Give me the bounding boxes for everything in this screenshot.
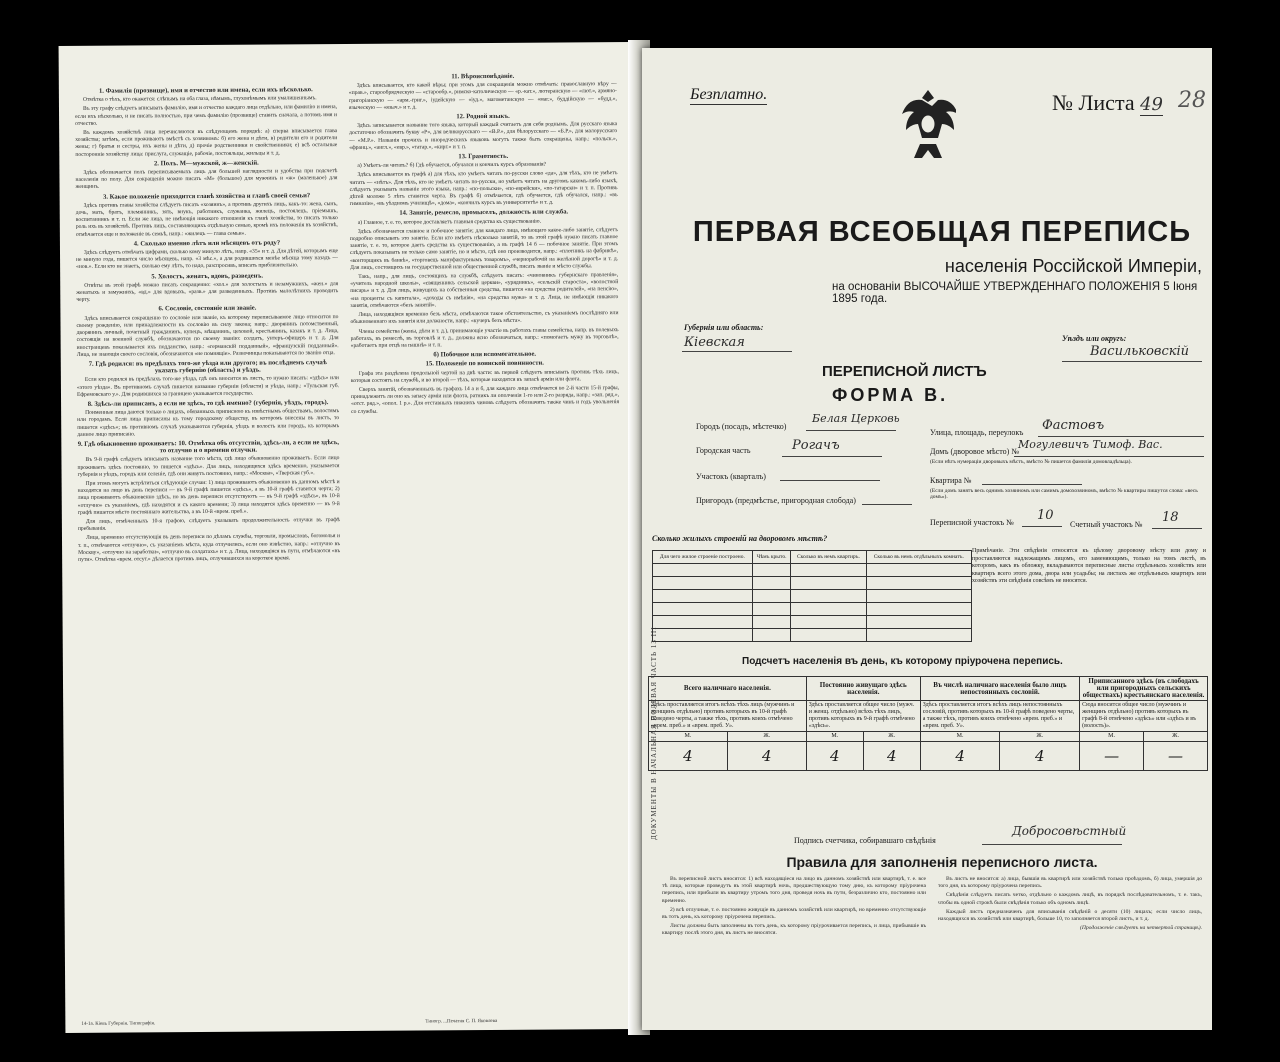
rules-paragraph: Въ листъ не вносятся: а) лица, бывшія въ квартирѣ или хозяйствѣ только проѣздомъ, б) лица, умершія до того дня, къ которому пріурочена перепись.	[938, 876, 1202, 890]
buildings-row	[653, 616, 972, 629]
male-label: М.	[649, 732, 728, 742]
instruction-heading: 12. Родной языкъ.	[456, 112, 510, 121]
street-label: Улица, площадь, переулокъ	[930, 428, 1024, 437]
suburb-label: Пригородъ (предмѣстье, пригородная слобода)	[696, 496, 856, 505]
rules-paragraph: 2) всѣ отлучные, т. е. постоянно живущіе въ данномъ хозяйствѣ или квартирѣ, но временно отсутствующіе въ тотъ день, къ которому пріурочена перепись.	[662, 906, 926, 921]
instruction-paragraph: Лица, временно отсутствующія въ день переписи по дѣламъ службы, торговли, промысловъ, богомолья и т. п., отмѣчаются «отлучно», съ указаніемъ мѣста, куда отлучились, если оно извѣстно, напр.: «отлучно въ Москву», «отлучно на заработки», «отлучно въ солдатахъ» и т. д. Лица, находящіяся въ пути, отмѣчаются «въ пути». Отмѣтка «врем. отсут.» дѣлается противъ лицъ, отлучившихся на короткое время.	[78, 533, 341, 563]
house-note: (Если нѣтъ нумераціи дворовыхъ мѣстъ, вмѣсто № пишется фамилія домовладѣльца).	[930, 459, 1132, 465]
instruction-paragraph: Если кто родился въ предѣлахъ того-же уѣзда, гдѣ онъ вносится въ листъ, то нужно писать: «здѣсь» или «этого уѣзда». Въ противномъ случаѣ пишется название губерніи (области) и уѣзда, напр.: «Тульская губ. Ефремовскаго у.». Для родившихся за границею указывается государство.	[76, 375, 339, 398]
rules-paragraph: Свѣдѣнія слѣдуетъ писать четко, отдѣльно о каждомъ лицѣ, въ порядкѣ послѣдовательномъ, т. е. такъ, чтобы въ одной строкѣ были свѣдѣнія только объ одномъ лицѣ.	[938, 892, 1202, 906]
pop-header-peasant: Приписанного здѣсь (въ слободахъ или пригородныхъ сельскихъ обществахъ) крестьянскаго населенія.	[1080, 677, 1208, 701]
rules-paragraph: (Продолженіе слѣдуетъ на четвертой страницѣ).	[1079, 925, 1202, 932]
counter-district-line	[1152, 528, 1202, 529]
instruction-paragraph: Здѣсь слѣдуетъ отмѣчать цифрами, сколько кому минуло лѣтъ, напр. «35» и т. д. Для дѣтей, которымъ еще не минуло года, пишется число мѣсяцевъ, напр. «3 мѣс.», а для родившихся менѣе мѣсяца тому назадъ — «нов.». Если кто не знаетъ, сколько ему лѣтъ, то надо, разспросивъ, вписать приблизительно.	[76, 248, 339, 271]
instruction-paragraph: Здѣсь вписывается въ графѣ а) для тѣхъ, кто умѣетъ читать по-русски слово «да», для тѣхъ, кто не умѣетъ читать — «нѣтъ». Для тѣхъ, кто не умѣетъ читать по-русски, но умѣетъ читать на другомъ какомъ-либо языкѣ, слѣдуетъ указывать названіе этого языка, напр.: «по-польски», «по-еврейски», «по-татарски» и т. п. Противъ дѣтей моложе 5 лѣтъ ставится черта. Въ графѣ б) отмѣчается, гдѣ обучается, гдѣ обучался, напр.: «въ гимназіи», «въ уѣздномъ училищѣ», «дома», «кончилъ курсъ въ университетѣ» и т. д.	[349, 170, 618, 208]
rules-text	[662, 876, 1202, 1026]
instruction-paragraph: Въ каждомъ хозяйствѣ лица перечисляются въ слѣдующемъ порядкѣ: а) сперва вписывается глава хозяйства; затѣмъ, если проживаютъ вмѣстѣ съ хозяиномъ: б) его жена и дѣти, в) родители его и родители жены; г) братья и сестры, ихъ жены и дѣти, д) прочіе родственники и свойственники; е) всѣ остальные посторонніе хозяйству лица: прислуга, служащіе, рабочіе, постояльцы, жильцы и т. д.	[75, 128, 338, 158]
buildings-row	[653, 564, 972, 577]
pop-header-nonpermanent: Въ числѣ наличнаго населенія было лицъ непостоянныхъ сословій.	[920, 677, 1079, 701]
suburb-line	[862, 504, 912, 505]
signature-value: Добросовѣстный	[1012, 824, 1127, 838]
female-label: Ж.	[1000, 732, 1080, 742]
pop-value-peasant-f: —	[1144, 742, 1208, 771]
signature-label: Подпись счетчика, собиравшаго свѣдѣнія	[794, 836, 936, 845]
instruction-paragraph: Такъ, напр., для лицъ, состоящихъ на службѣ, слѣдуетъ писать: «чиновникъ губернскаго правленія», «учитель народной школы», «священникъ сельской церкви», «урядникъ», «сельскій староста», «волостной писарь» и т. д. Для лицъ, живущихъ на собственныя средства, пишется «на средства родителей», «на пенсію», «на проценты съ капитала», «доходы съ имѣнія», «на средства мужа» и т. д. Лица, не имѣющія никакого занятія, отмѣчаются «безъ занятій».	[350, 272, 619, 309]
pop-desc-permanent: Здѣсь проставляется общее число (мужч. и женщ. отдѣльно) всѣхъ тѣхъ лицъ, противъ которыхъ въ 9-й графѣ отмѣчено «здѣсь».	[806, 701, 920, 732]
gorod-line	[806, 430, 896, 431]
male-label: М.	[1080, 732, 1144, 742]
instruction-heading: 2. Полъ. М—мужской, ж—женскій.	[153, 159, 259, 168]
instruction-paragraph: Здѣсь обозначается главное и побочное занятіе; для каждаго лица, имѣющаго какое-либо занятіе, слѣдуетъ подробно описывать это занятіе. Если кто имѣетъ нѣсколько занятій, то въ этой графѣ нужно писать главное занятіе, т. е. то, которое даетъ средства къ существованію, а въ графѣ 14 б — побочное занятіе. При этомъ слѣдуетъ показывать не только само занятіе, но и мѣсто, гдѣ оно производится, напр.: «плотникъ на фабрикѣ», «конторщикъ въ банкѣ», «торговецъ мануфактурнымъ товаромъ», «чернорабочій на желѣзной дорогѣ» и т. д. Для лицъ, состоящихъ на государственной или общественной службѣ, писать званіе и мѣсто службы.	[349, 226, 619, 271]
instruction-heading: б) Побочное или вспомогательное.	[433, 350, 537, 359]
rules-paragraph: Листы должны быть заполнены въ тотъ день, къ которому пріурочивается перепись, и лица, прибывшіе въ квартиру послѣ этого дня, въ листъ не вносятся.	[662, 923, 926, 937]
census-district-value: 10	[1037, 508, 1054, 523]
house-line	[1014, 456, 1204, 457]
instruction-heading: 8. Здѣсь-ли приписанъ, а если не здѣсь, то гдѣ именно? (губернія, уѣздъ, городъ).	[87, 399, 329, 408]
buildings-col-purpose: Для чего жилое строеніе построено.	[653, 551, 753, 564]
instruction-heading: 15. Положеніе по воинской повинности.	[425, 359, 544, 368]
female-label: Ж.	[863, 732, 920, 742]
sheet-number-value: 49	[1140, 94, 1164, 115]
instruction-heading: 13. Грамотность.	[458, 152, 509, 161]
instruction-heading: 1. Фамилія (прозвище), имя и отчество или имена, если ихъ нѣсколько.	[98, 86, 313, 95]
pop-desc-peasant: Сюда вносится общее число (мужчинъ и женщинъ отдѣльно) противъ которыхъ въ графѣ 8-й отмѣчено «здѣсь» или «здѣсь и въ (волость)».	[1080, 701, 1208, 732]
signature-line	[982, 844, 1122, 845]
instruction-heading: 7. Гдѣ родился: въ предѣлахъ того-же уѣзда или другого; въ послѣднемъ случаѣ указать губернію (область) и уѣздъ.	[88, 359, 327, 375]
rules-paragraph: Каждый листъ предназначенъ для вписыванія свѣдѣній о десяти (10) лицахъ; если число лицъ, находящихся въ хозяйствѣ или квартирѣ, больше 10, то заполняется второй листъ, и т. д.	[938, 908, 1202, 923]
instruction-paragraph: Отвѣты въ этой графѣ можно писать сокращенно: «хол.» для холостыхъ и незамужнихъ, «жен.» для женатыхъ и замужнихъ, «вд.» для вдовыхъ, «разв.» для разведенныхъ. Противъ малолѣтнихъ проводить черту.	[76, 280, 339, 304]
population-count-title: Подсчетъ населенія въ день, къ которому пріурочена перепись.	[742, 656, 1063, 667]
gorod-label: Городъ (посадъ, мѣстечко)	[696, 422, 787, 431]
buildings-row	[653, 577, 972, 590]
pop-value-nonpermanent-m: 4	[920, 742, 1000, 771]
street-value: Фастовъ	[1042, 418, 1105, 433]
uezd-label: Уѣздъ или округъ:	[1062, 334, 1127, 343]
part-label: Городская часть	[696, 446, 751, 455]
pop-value-total-f: 4	[727, 742, 806, 771]
counter-district-label: Счетный участокъ №	[1070, 520, 1143, 529]
buildings-col-apartments: Сколько въ немъ квартиръ.	[791, 551, 866, 564]
male-label: М.	[806, 732, 863, 742]
population-values-row	[649, 742, 1208, 771]
instruction-heading: 4. Сколько именно лѣтъ или мѣсяцевъ отъ роду?	[133, 239, 281, 248]
census-subtitle: населенія Россійской Имперіи,	[944, 256, 1202, 276]
instruction-paragraph: Для лицъ, отмѣченныхъ 10-я графою, слѣдуетъ указывать продолжительность отлучки въ графѣ пребыванія.	[77, 517, 340, 533]
pop-header-total: Всего наличнаго населенія.	[649, 677, 807, 701]
instruction-paragraph: Здѣсь обозначается полъ переписываемыхъ лицъ для большей наглядности и удобства при подсчетѣ населенія по полу. Для сокращенія можно писать «М» (большое) для мужчинъ и «ж» (маленькое) для женщинъ.	[75, 168, 338, 191]
instruction-heading: 11. Вѣроисповѣданіе.	[451, 72, 515, 81]
population-count-table	[648, 676, 1208, 771]
buildings-note: Примѣчаніе. Эти свѣдѣнія относятся къ цѣлому дворовому мѣсту или дому и проставляются надлежащимъ лицомъ, его заменяющимъ, только на томъ листѣ, въ которомъ, какъ въ обложку, вкладываются переписные листы отдѣльныхъ хозяйствъ или квартиръ всего этого дома, двора или усадьбы; на листахъ же отдѣльныхъ квартиръ или хозяйствъ эти свѣдѣнія совсѣмъ не вносятся.	[972, 548, 1206, 585]
buildings-row	[653, 629, 972, 642]
guberniya-value: Кіевская	[684, 335, 745, 350]
rules-paragraph: Въ переписной листъ вносятся: 1) всѣ находящіеся на лицо въ данномъ хозяйствѣ или квартирѣ, т. е. все тѣ лица, которые проведутъ въ этой квартирѣ ночь, предшествующую тому дню, къ которому пріурочена перепись, или прибыли въ квартиру утромъ того дня, проведя ночь въ пути, безразлично кто, постоянно или временно.	[662, 876, 926, 904]
instruction-paragraph: Здѣсь противъ главы хозяйства слѣдуетъ писать «хозяинъ», а противъ другихъ лицъ, какъ-то: жена, сынъ, дочь, мать, братъ, племянникъ, зять, внукъ, работникъ, служанка, жилецъ, постоялецъ, пріемышъ, воспитанникъ и т. п. Если же лица, не имѣющія никакого отношенія къ главѣ хозяйства, то писать только роль ихъ въ хозяйствѣ. Противъ лицъ, составляющихъ отдѣльную семью, кромѣ ихъ положенія въ хозяйствѣ, отмѣчается еще и положеніе въ семьѣ, напр.: «жилецъ — глава семьи».	[75, 200, 338, 238]
imperial-eagle-emblem	[900, 88, 956, 164]
apt-note: (Если домъ занятъ весь однимъ хозяиномъ или самимъ домохозяиномъ, вмѣсто № квартиры пишутся слова: «весь домъ»).	[930, 488, 1198, 500]
apt-line	[982, 484, 1082, 485]
buildings-row	[653, 603, 972, 616]
free-label: Безплатно.	[690, 86, 768, 103]
left-page	[59, 42, 638, 1033]
buildings-row	[653, 590, 972, 603]
house-label: Домъ (дворовое мѣсто) №	[930, 447, 1019, 456]
instructions-column-1	[75, 84, 343, 1006]
form-title: ФОРМА В.	[832, 385, 949, 405]
female-label: Ж.	[1144, 732, 1208, 742]
female-label: Ж.	[727, 732, 806, 742]
guberniya-label: Губернія или область:	[684, 323, 764, 332]
instructions-column-2	[349, 70, 623, 992]
sheet-number	[1052, 90, 1163, 116]
instruction-paragraph: Лица, находящіяся временно безъ мѣста, отмѣчаются такое обстоятельство, съ указаніемъ послѣдняго или обыкновеннаго ихъ занятія или должности, напр.: «кучеръ безъ мѣста».	[350, 310, 619, 326]
instruction-heading: 14. Занятіе, ремесло, промыселъ, должность или служба.	[399, 208, 569, 218]
instruction-paragraph: Сверхъ занятій, обозначенныхъ въ графахъ 14 а и б, для каждаго лица отмѣчается во 2-й части 15-й графы, принадлежитъ ли оно къ запасу армiи или флота, ратникъ ли ополченія 1-го или 2-го разряда, напр.: «зап. ряд.», «отст. ряд.», «опол. 1 р.». Для отставныхъ нижнихъ чиновъ слѣдуетъ обозначить также чинъ и годъ увольненія со службы.	[350, 385, 620, 415]
left-page-footer: 14-1а. Кіевъ Губернія. Типографія.	[81, 1021, 156, 1027]
house-value: Могулевичъ Тимоф. Вас.	[1018, 438, 1163, 451]
pop-value-total-m: 4	[649, 742, 728, 771]
instruction-paragraph: Здѣсь вписывается, кто какой вѣры; при этомъ для сокращенія можно отмѣчать: православную вѣру — «прав.», старообрядческую — «старообр.», римско-католическую — «р.-кат.», лютеранскую — «лют.», армяно-григоріанскую — «арм.-григ.», іудейскую — «іуд.», магометанскую — «маг.», буддійскую — «будд.», языческую — «языч.» и т. д.	[348, 81, 617, 111]
instruction-paragraph: а) Умѣетъ-ли читать? б) Гдѣ обучается, обучался и кончилъ курсъ образованія?	[357, 161, 547, 170]
pop-desc-nonpermanent: Здѣсь проставляется итогъ всѣхъ лицъ непостоянныхъ сословій, противъ которыхъ въ 10-й графѣ поведено черты, а также тѣхъ, противъ коихъ отмѣчено «врем. преб.» и «врем. преб. У».	[920, 701, 1079, 732]
instruction-heading: 5. Холостъ, женатъ, вдовъ, разведенъ.	[151, 272, 263, 281]
street-line	[1038, 436, 1204, 437]
pop-header-permanent: Постоянно живущаго здѣсь населенія.	[806, 677, 920, 701]
instruction-paragraph: Здѣсь вписывается сокращенно то сословіе или званіе, къ которому переписываемое лицо относится по своему рожденію, или принадлежности къ сословію въ силу закона; напр.: дворянинъ потомственный, дворянинъ личный, почетный гражданинъ, купецъ, мѣщанинъ, цеховой, крестьянинъ, казакъ и т. д. Лица, состоящія на военной службѣ, обозначаются по своему званію: солдатъ, унтеръ-офицеръ и т. д. Для иностранцевъ показывается ихъ подданство, напр.: «германскій подданный», «французскій подданный». Лица, не знающія своего сословія, обозначаются «не помнящіе». Разночинцы показываются по званію отца.	[76, 313, 339, 358]
left-page-printer: Тиногр. ...Печатня С. П. Яковлева	[425, 1018, 498, 1025]
gorod-value: Белая Церковь	[812, 412, 900, 425]
part-line	[782, 456, 882, 457]
apt-label: Квартира №	[930, 476, 972, 485]
district-line	[780, 480, 880, 481]
instruction-paragraph: Поименные лица даются только о лицахъ, обязанныхъ приписною къ извѣстнымъ обществамъ, волостямъ или городамъ. Если лица приписаны къ тому городскому обществу, въ которомъ внесены въ листъ, то пишется «здѣсь»; въ противномъ случаѣ указываются губернія, уѣздъ и волость или городъ, къ которымъ данное лицо приписано.	[77, 408, 340, 438]
part-value: Рогачъ	[792, 438, 840, 453]
sheet-number-label: № Листа	[1052, 90, 1135, 115]
census-form-page	[642, 48, 1212, 1030]
buildings-heading: Сколько жилыхъ строеній на дворовомъ мѣстѣ?	[652, 534, 828, 543]
census-title: ПЕРВАЯ ВСЕОБЩАЯ ПЕРЕПИСЬ	[692, 216, 1192, 248]
buildings-col-rooms: Сколько въ немъ отдѣльныхъ комнатъ.	[866, 551, 971, 564]
pop-desc-total: Здѣсь проставляется итогъ всѣхъ тѣхъ лицъ (мужчинъ и женщинъ отдѣльно) противъ которыхъ въ 10-й графѣ поведено черты, а также тѣхъ, противъ коихъ отмѣчено «врем. преб.» и «врем. преб. У».	[649, 701, 807, 732]
instruction-paragraph: Отмѣтка о тѣхъ, кто окажется: слѣпымъ на оба глаза, нѣмымъ, глухонѣмымъ или умалишеннымъ.	[82, 95, 317, 104]
corner-page-number: 28	[1178, 88, 1206, 113]
instruction-heading: 6. Сословіе, состояніе или званіе.	[158, 305, 257, 313]
instruction-paragraph: Въ 9-й графѣ слѣдуетъ вписывать название того мѣста, гдѣ лицо обыкновенно проживаетъ. Если лицо проживаетъ здѣсь постоянно, то пишется «здѣсь». Для лицъ, находящихся здѣсь временно, указывается губернія и уѣздъ, городъ или селеніе, гдѣ они живутъ постоянно, напр.: «Москва», «Тверская губ.».	[77, 455, 340, 478]
instruction-paragraph: Въ эту графу слѣдуетъ вписывать фамилію, имя и отчество каждаго лица отдѣльно, или фамилію и имена, если ихъ нѣсколько, и не писать полностью, при чемъ фамилію (прозвище) ставить сначала, а потомъ имя и отчество.	[75, 104, 338, 127]
buildings-header-row	[653, 551, 972, 564]
sheet-title: ПЕРЕПИСНОЙ ЛИСТЪ	[822, 363, 987, 380]
pop-value-nonpermanent-f: 4	[1000, 742, 1080, 771]
counter-district-value: 18	[1162, 510, 1179, 525]
guberniya-line	[682, 351, 792, 352]
rules-title: Правила для заполненія переписного листа.	[786, 854, 1098, 870]
census-district-label: Переписной участокъ №	[930, 518, 1014, 527]
census-basis: на основаніи ВЫСОЧАЙШЕ УТВЕРЖДЕННАГО ПОЛОЖЕНІЯ 5 Іюня 1895 года.	[832, 281, 1198, 305]
instruction-paragraph: а) Главное, т. е. то, которое доставляетъ главныя средства къ существованію.	[357, 218, 541, 226]
buildings-table	[652, 550, 972, 642]
instruction-heading: 3. Какое положеніе приходится главѣ хозяйства и главѣ своей семьи?	[103, 191, 311, 201]
population-sex-row	[649, 732, 1208, 742]
pop-value-permanent-f: 4	[863, 742, 920, 771]
male-label: М.	[920, 732, 1000, 742]
side-archive-strip: ДОКУМЕНТЫ В НАЧАЛЬНАЯ ПОЛЕВАЯ ЧАСТЬ 13 III	[650, 626, 658, 840]
instruction-paragraph: Здѣсь записывается название того языка, который каждый считаетъ для себя роднымъ. Для русскаго языка достаточно обозначить букву «Р», для великорусскаго — «В.Р.», для бѣлорусскаго — «Б.Р.», для малорусскаго — «М.Р.». Названія прочихъ и инородческихъ языковъ могутъ также быть сокращены, напр.: «польск.», «франц.», «англ.», «евр.», «татар.», «кирг.» и т. п.	[349, 121, 618, 151]
instruction-paragraph: При этомъ могутъ встрѣтиться слѣдующіе случаи: 1) лица проживаютъ обыкновенно въ данномъ мѣстѣ и находятся на лицо въ день переписи — въ 9-й графѣ пишется «здѣсь», а въ 10-й графѣ ставится черта; 2) лица проживаютъ обыкновенно здѣсь, но въ день переписи отсутствуютъ — въ 9-й графѣ «здѣсь», въ 10-й «отлучно» съ указаніемъ, гдѣ находятся и съ какого времени; 3) лица находятся здѣсь временно — въ 9-й графѣ пишется мѣсто постояннаго жительства, а въ 10-й «врем. преб.».	[77, 479, 340, 516]
district-label: Участокъ (кварталъ)	[696, 472, 766, 481]
instruction-heading: 9. Гдѣ обыкновенно проживаетъ: 10. Отмѣтка объ отсутствіи, здѣсь-ли, а если не здѣсь, то отлучно и о времени отлучки.	[77, 438, 340, 455]
census-district-line	[1022, 526, 1062, 527]
instruction-paragraph: Графа эта раздѣлена продольной чертой на двѣ части: въ первой слѣдуетъ вписывать противъ тѣхъ лицъ, которыя состоятъ на службѣ, и во второй — тѣхъ, которые находятся въ запасѣ армiи или флота.	[350, 368, 619, 384]
population-header-row	[649, 677, 1208, 701]
buildings-col-roof: Чѣмъ крыто.	[752, 551, 791, 564]
population-desc-row	[649, 701, 1208, 732]
uezd-line	[1062, 361, 1202, 362]
instruction-paragraph: Члены семейства (жены, дѣти и т. д.), принимающіе участіе въ работахъ главы семейства, напр. въ полевыхъ работахъ, въ ремеслѣ, въ торговлѣ и т. д., должны ясно обозначаться, напр.: «помогаетъ мужу въ торговлѣ», «работаетъ при отцѣ на пашнѣ» и т. п.	[350, 326, 619, 349]
pop-value-permanent-m: 4	[806, 742, 863, 771]
uezd-value: Васильковскій	[1090, 344, 1190, 359]
pop-value-peasant-m: —	[1080, 742, 1144, 771]
